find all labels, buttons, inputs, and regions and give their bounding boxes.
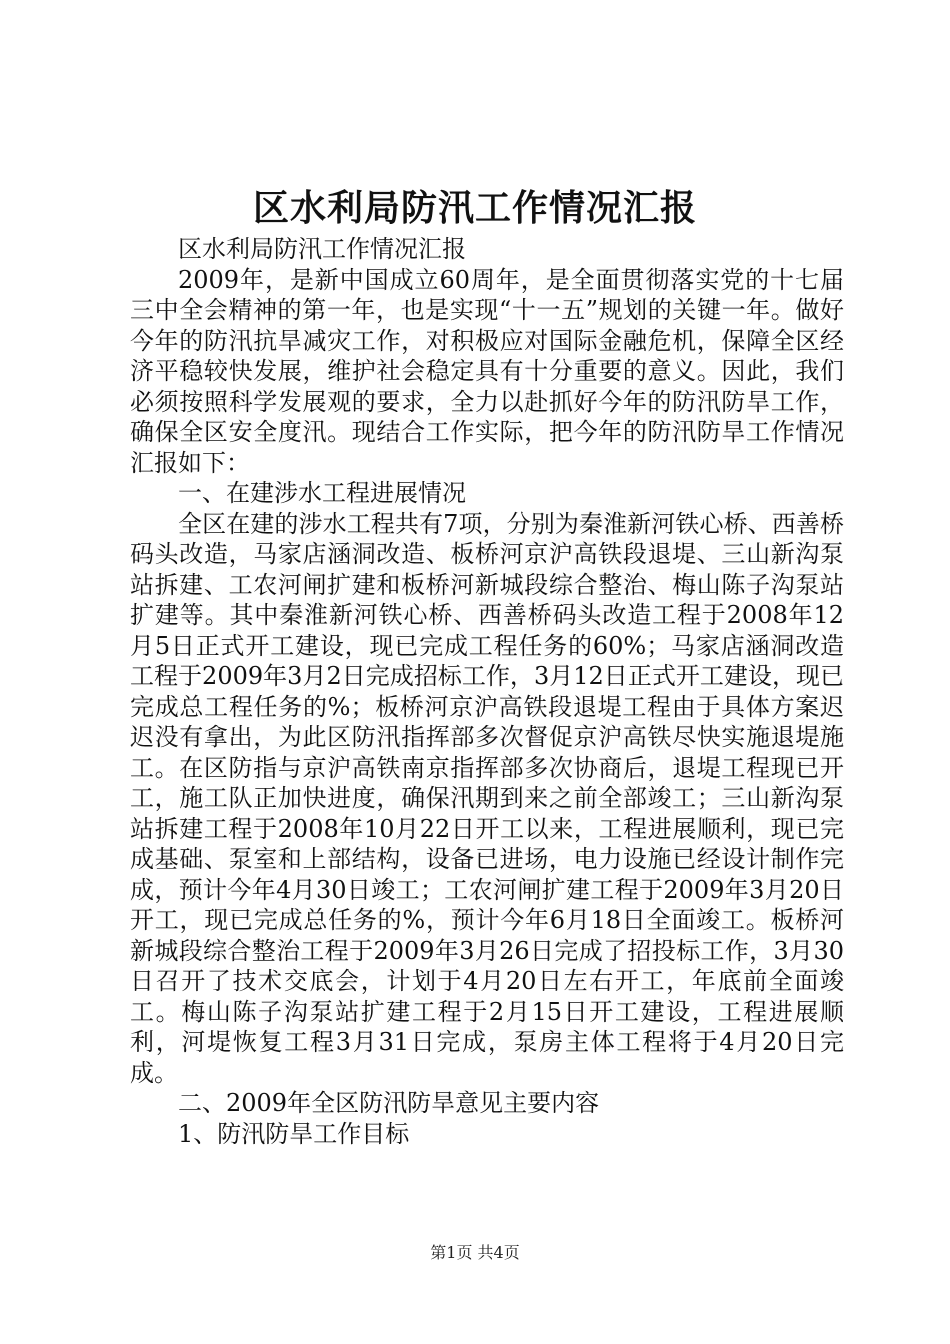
body-paragraph: 全区在建的涉水工程共有7项，分别为秦淮新河铁心桥、西善桥码头改造，马家店涵洞改造、板桥河京沪高铁段退堤、三山新沟泵站拆建、工农河闸扩建和板桥河新城段综合整治、梅山陈子沟泵站扩建等。其中秦淮新河铁心桥、西善桥码头改造工程于2008年12月5日正式开工建设，现已完成工程任务的60%；马家店涵洞改造工程于2009年3月2日完成招标工作，3月12日正式开工建设，现已完成总工程任务的%；板桥河京沪高铁段退堤工程由于具体方案迟迟没有拿出，为此区防汛指挥部多次督促京沪高铁尽快实施退堤施工。在区防指与京沪高铁南京指挥部多次协商后，退堤工程现已开工，施工队正加快进度，确保汛期到来之前全部竣工；三山新沟泵站拆建工程于2008年10月22日开工以来，工程进展顺利，现已完成基础、泵室和上部结构，设备已进场，电力设施已经设计制作完成，预计今年4月30日竣工；工农河闸扩建工程于2009年3月20日开工，现已完成总任务的%，预计今年6月18日全面竣工。板桥河新城段综合整治工程于2009年3月26日完成了招投标工作，3月30日召开了技术交底会，计划于4月20日左右开工，年底前全面竣工。梅山陈子沟泵站扩建工程于2月15日开工建设，工程进展顺利，河堤恢复工程3月31日完成，泵房主体工程将于4月20日完成。 [130, 509, 844, 1087]
subsection-heading: 1、防汛防旱工作目标 [178, 1119, 410, 1148]
document-body [130, 234, 844, 1149]
section-heading: 一、在建涉水工程进展情况 [178, 479, 466, 507]
body-paragraph: 2009年，是新中国成立60周年，是全面贯彻落实党的十七届三中全会精神的第一年，也是实现“十一五”规划的关键一年。做好今年的防汛抗旱减灾工作，对积极应对国际金融危机，保障全区经济平稳较快发展，维护社会稳定具有十分重要的意义。因此，我们必须按照科学发展观的要求，全力以赴抓好今年的防汛防旱工作，确保全区安全度汛。现结合工作实际，把今年的防汛防旱工作情况汇报如下： [130, 265, 844, 477]
body-paragraph: 区水利局防汛工作情况汇报 [178, 235, 466, 263]
section-heading: 二、2009年全区防汛防旱意见主要内容 [178, 1089, 600, 1117]
document-title: 区水利局防汛工作情况汇报 [252, 187, 697, 229]
page-number-footer: 第1页 共4页 [430, 1243, 520, 1262]
